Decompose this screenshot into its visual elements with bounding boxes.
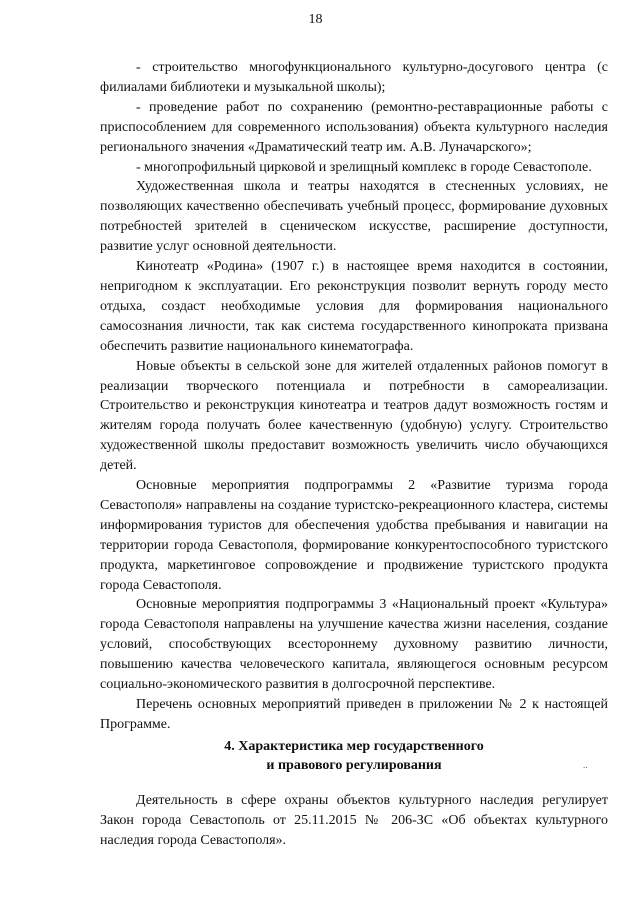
list-item-circus-complex: - многопрофильный цирковой и зрелищный комплекс в городе Севастополе. xyxy=(136,159,592,175)
paragraph-subprogram-2: Основные мероприятия подпрограммы 2 «Развитие туризма города Севастополя» направлены на создание туристско-рекреационного кластера, системы информирования туристов для обеспечения удобства пребывания и навигации на территории города Севастополя, формирование конкурентоспособного туристского продукта, маркетинговое сопровождение и продвижение туристского продукта города Севастополя. xyxy=(100,478,608,593)
scan-speck: .. xyxy=(583,760,588,770)
closing-section xyxy=(100,791,608,851)
paragraph-heritage-law: Деятельность в сфере охраны объектов культурного наследия регулирует Закон города Севастополь от 25.11.2015 № 206-ЗС «Об объектах культурного наследия города Севастополя». xyxy=(100,793,608,848)
paragraph-rural-objects: Новые объекты в сельской зоне для жителей отдаленных районов помогут в реализации творческого потенциала и потребности в самореализации. Строительство и реконструкция кинотеатра и театров дадут возможность гостям и жителям города получать более качественную (удобную) услугу. Строительство художественной школы предоставит возможность увеличить число обучающихся детей. xyxy=(100,358,608,474)
section-heading xyxy=(100,737,608,775)
section-heading-line-2: и правового регулирования xyxy=(266,758,442,773)
document-body xyxy=(100,58,608,735)
section-heading-line-1: 4. Характеристика мер государственного xyxy=(224,739,484,754)
paragraph-cinema-rodina: Кинотеатр «Родина» (1907 г.) в настоящее время находится в состоянии, непригодном к эксплуатации. Его реконструкция позволит вернуть городу место отдыха, создаст необходимые условия для формирования национального самосознания личности, так как система государственного кинопроката призвана обеспечить развитие национального кинематографа. xyxy=(100,259,608,354)
paragraph-subprogram-3: Основные мероприятия подпрограммы 3 «Национальный проект «Культура» города Севастополя направлены на улучшение качества жизни населения, создание условий, способствующих всестороннему духовному развитию личности, повышению качества человеческого капитала, являющегося основным ресурсом социально-экономического развития в долгосрочной перспективе. xyxy=(100,597,608,693)
page-number: 18 xyxy=(308,12,323,27)
list-item-drama-theatre: - проведение работ по сохранению (ремонтно-реставрационные работы с приспособлением для современного использования) объекта культурного наследия регионального значения «Драматический театр им. А.В. Луначарского»; xyxy=(100,99,608,155)
list-item-cultural-center: - строительство многофункционального культурно-досугового центра (с филиалами библиотеки и музыкальной школы); xyxy=(100,60,608,95)
paragraph-appendix-reference: Перечень основных мероприятий приведен в приложении № 2 к настоящей Программе. xyxy=(100,697,608,732)
paragraph-art-school: Художественная школа и театры находятся в стесненных условиях, не позволяющих качественно обеспечивать учебный процесс, формирование духовных потребностей зрителей в сценическом искусстве, расширение доступности, развитие услуг основной деятельности. xyxy=(100,179,608,255)
